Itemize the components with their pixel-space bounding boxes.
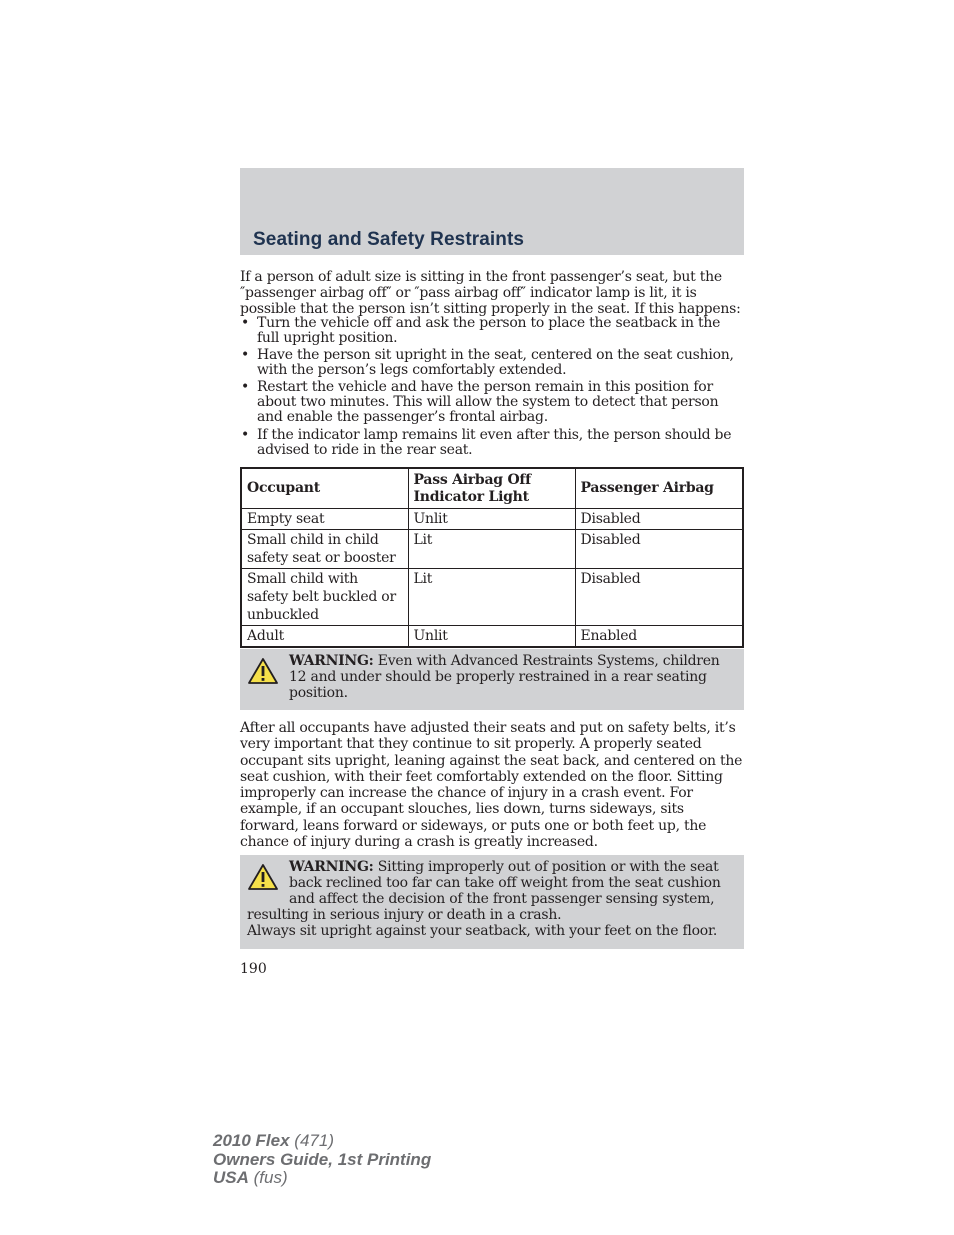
warning-followup-text: Always sit upright against your seatback, with your feet on the floor. (247, 923, 718, 939)
footer-model-line: 2010 Flex (471) (213, 1131, 334, 1150)
document-footer (213, 1132, 431, 1188)
table-cell: Disabled (575, 569, 743, 626)
section-header-band (240, 168, 744, 255)
table-cell: Unlit (408, 509, 575, 530)
warning-box-children (240, 649, 744, 710)
warning-text: Sitting improperly out of position or with the seat back reclined too far can take off weight from the seat cushion and affect the decision of the front passenger sensing system, resulting in serious injury or death in a crash. (247, 859, 721, 923)
table-cell: Disabled (575, 530, 743, 569)
warning-label: WARNING: (289, 859, 374, 875)
table-cell: Enabled (575, 626, 743, 648)
warning-text: Even with Advanced Restraints Systems, children 12 and under should be properly restrained in a rear seating position. (289, 653, 720, 701)
list-item: • Turn the vehicle off and ask the person to place the seatback in the full upright position. (241, 315, 721, 346)
list-item: • Have the person sit upright in the seat, centered on the seat cushion, with the person’s legs comfortably extended. (241, 347, 734, 378)
bullet-icon: • (241, 347, 250, 363)
column-header-passenger-airbag: Passenger Airbag (575, 468, 743, 509)
bullet-icon: • (241, 379, 250, 395)
table-cell: Lit (408, 569, 575, 626)
table-row (241, 626, 743, 648)
table-cell: Empty seat (241, 509, 408, 530)
table-cell: Small child in child safety seat or booster (241, 530, 408, 569)
column-header-indicator-light: Pass Airbag Off Indicator Light (408, 468, 575, 509)
table-row (241, 569, 743, 626)
warning-triangle-icon (247, 657, 279, 687)
seating-posture-paragraph: After all occupants have adjusted their seats and put on safety belts, it’s very important that they continue to sit properly. A properly seated occupant sits upright, leaning against the seat back, and centered on the seat cushion, with their feet comfortably extended on the floor. Sitting improperly can increase the chance of injury in a crash event. For example, if an occupant slouches, lies down, turns sideways, sits forward, leans forward or sideways, or puts one or both feet up, the chance of injury during a crash is greatly increased. (240, 720, 743, 851)
warning-triangle-icon (247, 863, 279, 893)
footer-guide-line: Owners Guide, 1st Printing (213, 1149, 432, 1169)
list-item: • Restart the vehicle and have the person remain in this position for about two minutes. This will allow the system to detect that person and enable the passenger’s frontal airbag. (241, 379, 719, 425)
bullet-icon: • (241, 427, 250, 443)
list-item: • If the indicator lamp remains lit even after this, the person should be advised to ride in the rear seat. (241, 427, 732, 458)
airbag-status-table (240, 467, 744, 648)
column-header-occupant: Occupant (241, 468, 408, 509)
warning-label: WARNING: (289, 653, 374, 669)
table-cell: Small child with safety belt buckled or unbuckled (241, 569, 408, 626)
instruction-list (240, 316, 746, 460)
footer-region-line: USA (fus) (213, 1168, 288, 1187)
table-row (241, 509, 743, 530)
table-cell: Unlit (408, 626, 575, 648)
page-number: 190 (240, 961, 267, 977)
table-cell: Lit (408, 530, 575, 569)
bullet-icon: • (241, 315, 250, 331)
warning-box-posture (240, 855, 744, 949)
section-title: Seating and Safety Restraints (253, 229, 525, 250)
table-row (241, 530, 743, 569)
table-cell: Disabled (575, 509, 743, 530)
table-header-row (241, 468, 743, 509)
table-cell: Adult (241, 626, 408, 648)
intro-paragraph: If a person of adult size is sitting in the front passenger’s seat, but the ″passenger airbag off″ or ″pass airbag off″ indicator lamp is lit, it is possible that the person isn’t sitting properly in the seat. If this happens: (240, 269, 741, 317)
